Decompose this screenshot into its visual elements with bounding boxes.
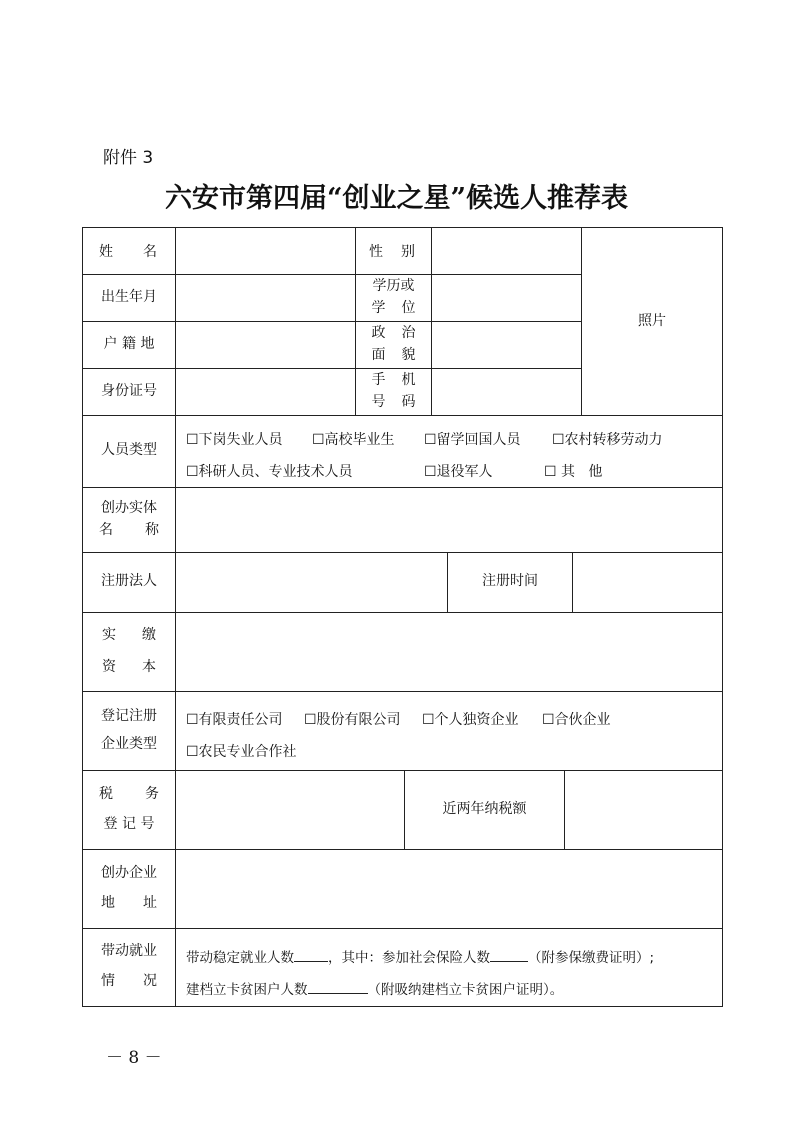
recommendation-form [82,227,723,1007]
address-label: 创办企业 地 址 [101,864,157,911]
address-field[interactable] [176,849,722,928]
option-returnee[interactable]: ☐留学回国人员 [424,432,521,448]
attachment-label: 附件 3 [103,148,154,168]
company-type-options [176,691,722,770]
photo-box[interactable] [582,228,722,415]
id-label: 身份证号 [101,382,157,399]
option-veteran[interactable]: ☐退役军人 [424,464,493,480]
gender-label: 性 别 [369,244,415,260]
id-field[interactable] [176,368,355,415]
insured-count-blank[interactable] [490,947,528,962]
employment-text-1: 带动稳定就业人数 [186,950,294,966]
employment-text-5: （附吸纳建档立卡贫困户证明）。 [367,982,564,998]
employment-content [176,928,722,1006]
option-joint-stock[interactable]: ☐股份有限公司 [304,712,401,728]
political-field[interactable] [432,321,581,368]
tax-amount-label: 近两年纳税额 [442,800,527,817]
person-type-label: 人员类型 [101,442,157,459]
reg-time-label: 注册时间 [482,573,538,590]
option-other[interactable]: ☐ 其 他 [544,464,603,480]
name-label: 姓 名 [99,244,157,260]
education-label: 学历或 学 位 [371,277,416,316]
page-number: － 8 － [106,1048,162,1068]
option-rural-migrant[interactable]: ☐农村转移劳动力 [552,432,663,448]
legal-person-field[interactable] [176,552,447,612]
reg-time-field[interactable] [573,552,722,612]
name-field[interactable] [176,228,355,274]
employment-text-3: （附参保缴费证明）; [528,950,655,966]
employment-text-2: ，其中：参加社会保险人数 [328,950,490,966]
stable-employment-blank[interactable] [294,947,328,962]
form-title: 六安市第四届“创业之星”候选人推荐表 [164,183,629,214]
tax-field[interactable] [176,770,404,849]
phone-field[interactable] [432,368,581,415]
option-llc[interactable]: ☐有限责任公司 [186,712,283,728]
tax-label: 税 务 登 记 号 [99,785,159,832]
education-field[interactable] [432,274,581,321]
person-type-options [176,415,722,487]
legal-person-label: 注册法人 [101,573,157,590]
option-sole-proprietor[interactable]: ☐个人独资企业 [422,712,519,728]
option-farmer-coop[interactable]: ☐农民专业合作社 [186,744,297,760]
tax-amount-field[interactable] [565,770,722,849]
option-graduate[interactable]: ☐高校毕业生 [312,432,395,448]
gender-field[interactable] [432,228,581,274]
option-partnership[interactable]: ☐合伙企业 [542,712,611,728]
option-researcher[interactable]: ☐科研人员、专业技术人员 [186,464,353,480]
photo-label: 照片 [638,312,666,329]
employment-text-4: 建档立卡贫困户人数 [186,982,308,998]
option-laid-off[interactable]: ☐下岗失业人员 [186,432,283,448]
residence-field[interactable] [176,321,355,368]
company-type-label: 登记注册 企业类型 [101,707,157,752]
employment-label: 带动就业 情 况 [101,943,157,989]
capital-field[interactable] [176,612,722,691]
birth-label: 出生年月 [101,288,157,305]
residence-label: 户 籍 地 [103,335,155,352]
entity-field[interactable] [176,487,722,552]
poverty-household-blank[interactable] [308,979,368,994]
political-label: 政 治 面 貌 [371,324,416,363]
capital-label: 实 缴 资 本 [102,626,156,675]
phone-label: 手 机 号 码 [371,371,416,410]
entity-label: 创办实体 名 称 [99,499,159,538]
birth-field[interactable] [176,274,355,321]
